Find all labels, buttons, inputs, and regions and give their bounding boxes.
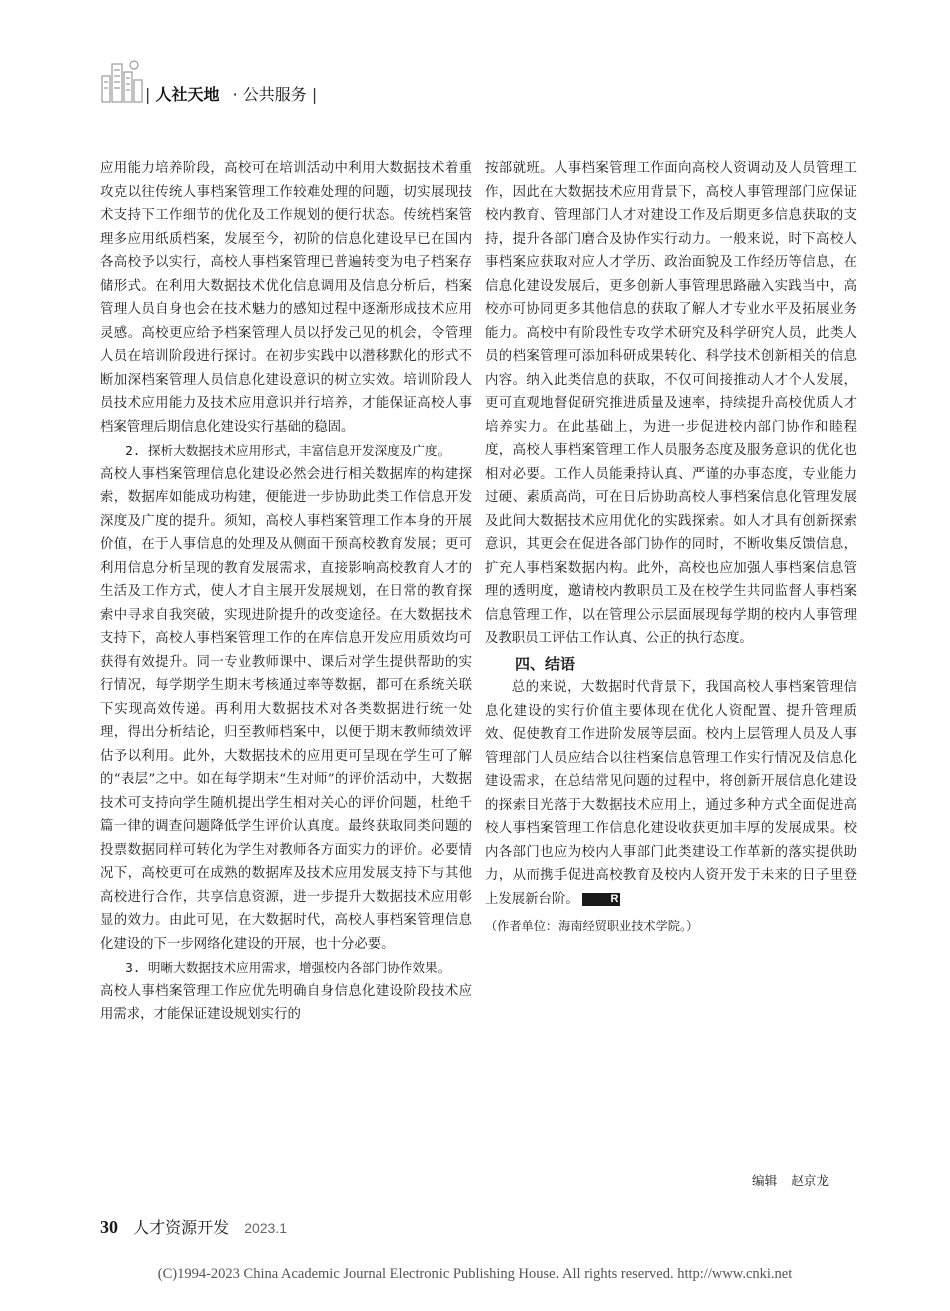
header-section: 人社天地	[155, 85, 220, 104]
left-paragraph-3: 高校人事档案管理工作应优先明确自身信息化建设阶段技术应用需求，才能保证建设规划实行的	[100, 983, 472, 1022]
right-paragraph-1: 按部就班。人事档案管理工作面向高校人资调动及人员管理工作，因此在大数据技术应用背景下，高校人事管理部门应保证校内教育、管理部门人才对建设工作及后期更多信息获取的支持，提升各部门磨合及协作实行动力。一般来说，时下高校人事档案应获取对应人才学历、政治面貌及工作经历等信息，在信息化建设发展后，更多创新人事管理思路融入实践当中，高校亦可协同更多其他信息的获取了解人才专业水平及拓展业务能力。高校中有阶段性专攻学术研究及科学研究人员，此类人员的档案管理可添加科研成果转化、科学技术创新相关的信息内容。纳入此类信息的获取，不仅可间接推动人才个人发展，更可直观地督促研究推进质量及速率，持续提升高校优质人才培养实力。在此基础上，为进一步促进校内部门协作和睦程度，高校人事档案管理工作人员服务态度及服务意识的优化也相对必要。工作人员能秉持认真、严谨的办事态度，专业能力过硬、素质高尚，可在日后协助高校人事档案信息化管理发展及此间大数据技术应用优化的实践探索。如人才具有创新探索意识，其更会在促进各部门协作的同时，不断收集反馈信息，扩充人事档案数据内构。此外，高校也应加强人事档案信息管理的透明度，邀请校内教职员工及在校学生共同监督人事档案信息管理工作，以在管理公示层面展现每学期的校内人事管理及教职员工评估工作认真、公正的执行态度。	[485, 161, 857, 646]
editor-name: 赵京龙	[791, 1173, 829, 1188]
page-number: 30	[100, 1217, 118, 1237]
left-column	[100, 157, 472, 1027]
editor-credit	[752, 1170, 829, 1189]
issue-year: 2023.1	[244, 1220, 288, 1236]
conclusion-paragraph	[485, 676, 857, 911]
left-paragraph-2: 高校人事档案管理信息化建设必然会进行相关数据库的构建探索，数据库如能成功构建，便能进一步协助此类工作信息开发深度及广度的提升。须知，高校人事档案管理工作本身的开展价值，在于人事信息的处理及从侧面干预高校教育发展；更可利用信息分析呈现的教育发展需求，直接影响高校教育人才的生活及工作方式，使人才自主展开发展规划，在日常的教育探索中寻求自我突破，实现进阶提升的改变途径。在大数据技术支持下，高校人事档案管理工作的在库信息开发应用质效均可获得有效提升。同一专业教师课中、课后对学生提供帮助的实行情况，每学期学生期末考核通过率等数据，都可在系统关联下实现高效传递。再利用大数据技术对各类数据进行统一处理，得出分析结论，归至教师档案中，以便于期末教师绩效评估予以利用。此外，大数据技术的应用更可呈现在学生可了解的“表层”之中。如在每学期末“生对师”的评价活动中，大数据技术可支持向学生随机提出学生相对关心的评价问题，杜绝千篇一律的调查问题降低学生评价认真度。最终获取同类问题的投票数据同样可转化为学生对教师各方面实力的评价。必要情况下，高校更可在成熟的数据库及技术应用发展支持下与其他高校进行合作，共享信息资源，进一步提升大数据技术应用彰显的效力。由此可见，在大数据时代，高校人事档案管理信息化建设的下一步网络化建设的开展，也十分必要。	[100, 466, 472, 952]
left-paragraph-1: 应用能力培养阶段，高校可在培训活动中利用大数据技术着重攻克以往传统人事档案管理工作较难处理的问题，切实展现技术支持下工作细节的优化及工作规划的便行状态。传统档案管理多应用纸质档案，发展至今，初阶的信息化建设早已在国内各高校予以实行，高校人事档案管理已普遍转变为电子档案存储形式。在利用大数据技术优化信息调用及信息分析后，档案管理人员自身也会在技术魅力的感知过程中逐渐形成技术应用灵感。高校更应给予档案管理人员以抒发己见的机会，令管理人员在培训阶段进行探讨。在初步实践中以潜移默化的形式不断加深档案管理人员信息化建设意识的树立实效。培训阶段人员技术应用能力及技术应用意识并行培养，才能保证高校人事档案管理后期信息化建设实行基础的稳固。	[100, 161, 472, 435]
header-subsection: · 公共服务	[232, 85, 307, 104]
end-mark-icon: R	[582, 893, 621, 906]
subheading-2: 2. 探析大数据技术应用形式，丰富信息开发深度及广度。	[125, 443, 451, 458]
copyright-line: (C)1994-2023 China Academic Journal Electronic Publishing House. All rights reserved. http://www.cnki.net	[157, 1266, 793, 1282]
section-title-conclusion: 四、结语	[515, 654, 576, 673]
page-footer	[100, 1215, 287, 1238]
conclusion-text: 总的来说，大数据时代背景下，我国高校人事档案管理信息化建设的实行价值主要体现在优化人资配置、提升管理质效、促使教育工作进阶发展等层面。校内上层管理人员及人事管理部门人员应结合以往档案信息管理工作实行情况及信息化建设需求，在总结常见问题的过程中，将创新开展信息化建设的探索目光落于大数据技术应用上，通过多种方式全面促进高校人事档案管理工作信息化建设收获更加丰厚的发展成果。校内各部门也应为校内人事部门此类建设工作革新的落实提供助力，从而携手促进高校教育及校内人资开发于未来的日子里登上发展新台阶。	[485, 680, 857, 907]
author-affiliation: （作者单位：海南经贸职业技术学院。）	[485, 919, 699, 933]
subheading-3: 3. 明晰大数据技术应用需求，增强校内各部门协作效果。	[125, 960, 451, 975]
journal-name: 人才资源开发	[133, 1218, 230, 1237]
right-column	[485, 157, 857, 939]
header-title: | 人社天地 · 公共服务 |	[145, 85, 318, 104]
editor-label: 编辑	[752, 1173, 778, 1188]
city-buildings-icon	[100, 58, 144, 104]
page-header	[100, 52, 400, 112]
